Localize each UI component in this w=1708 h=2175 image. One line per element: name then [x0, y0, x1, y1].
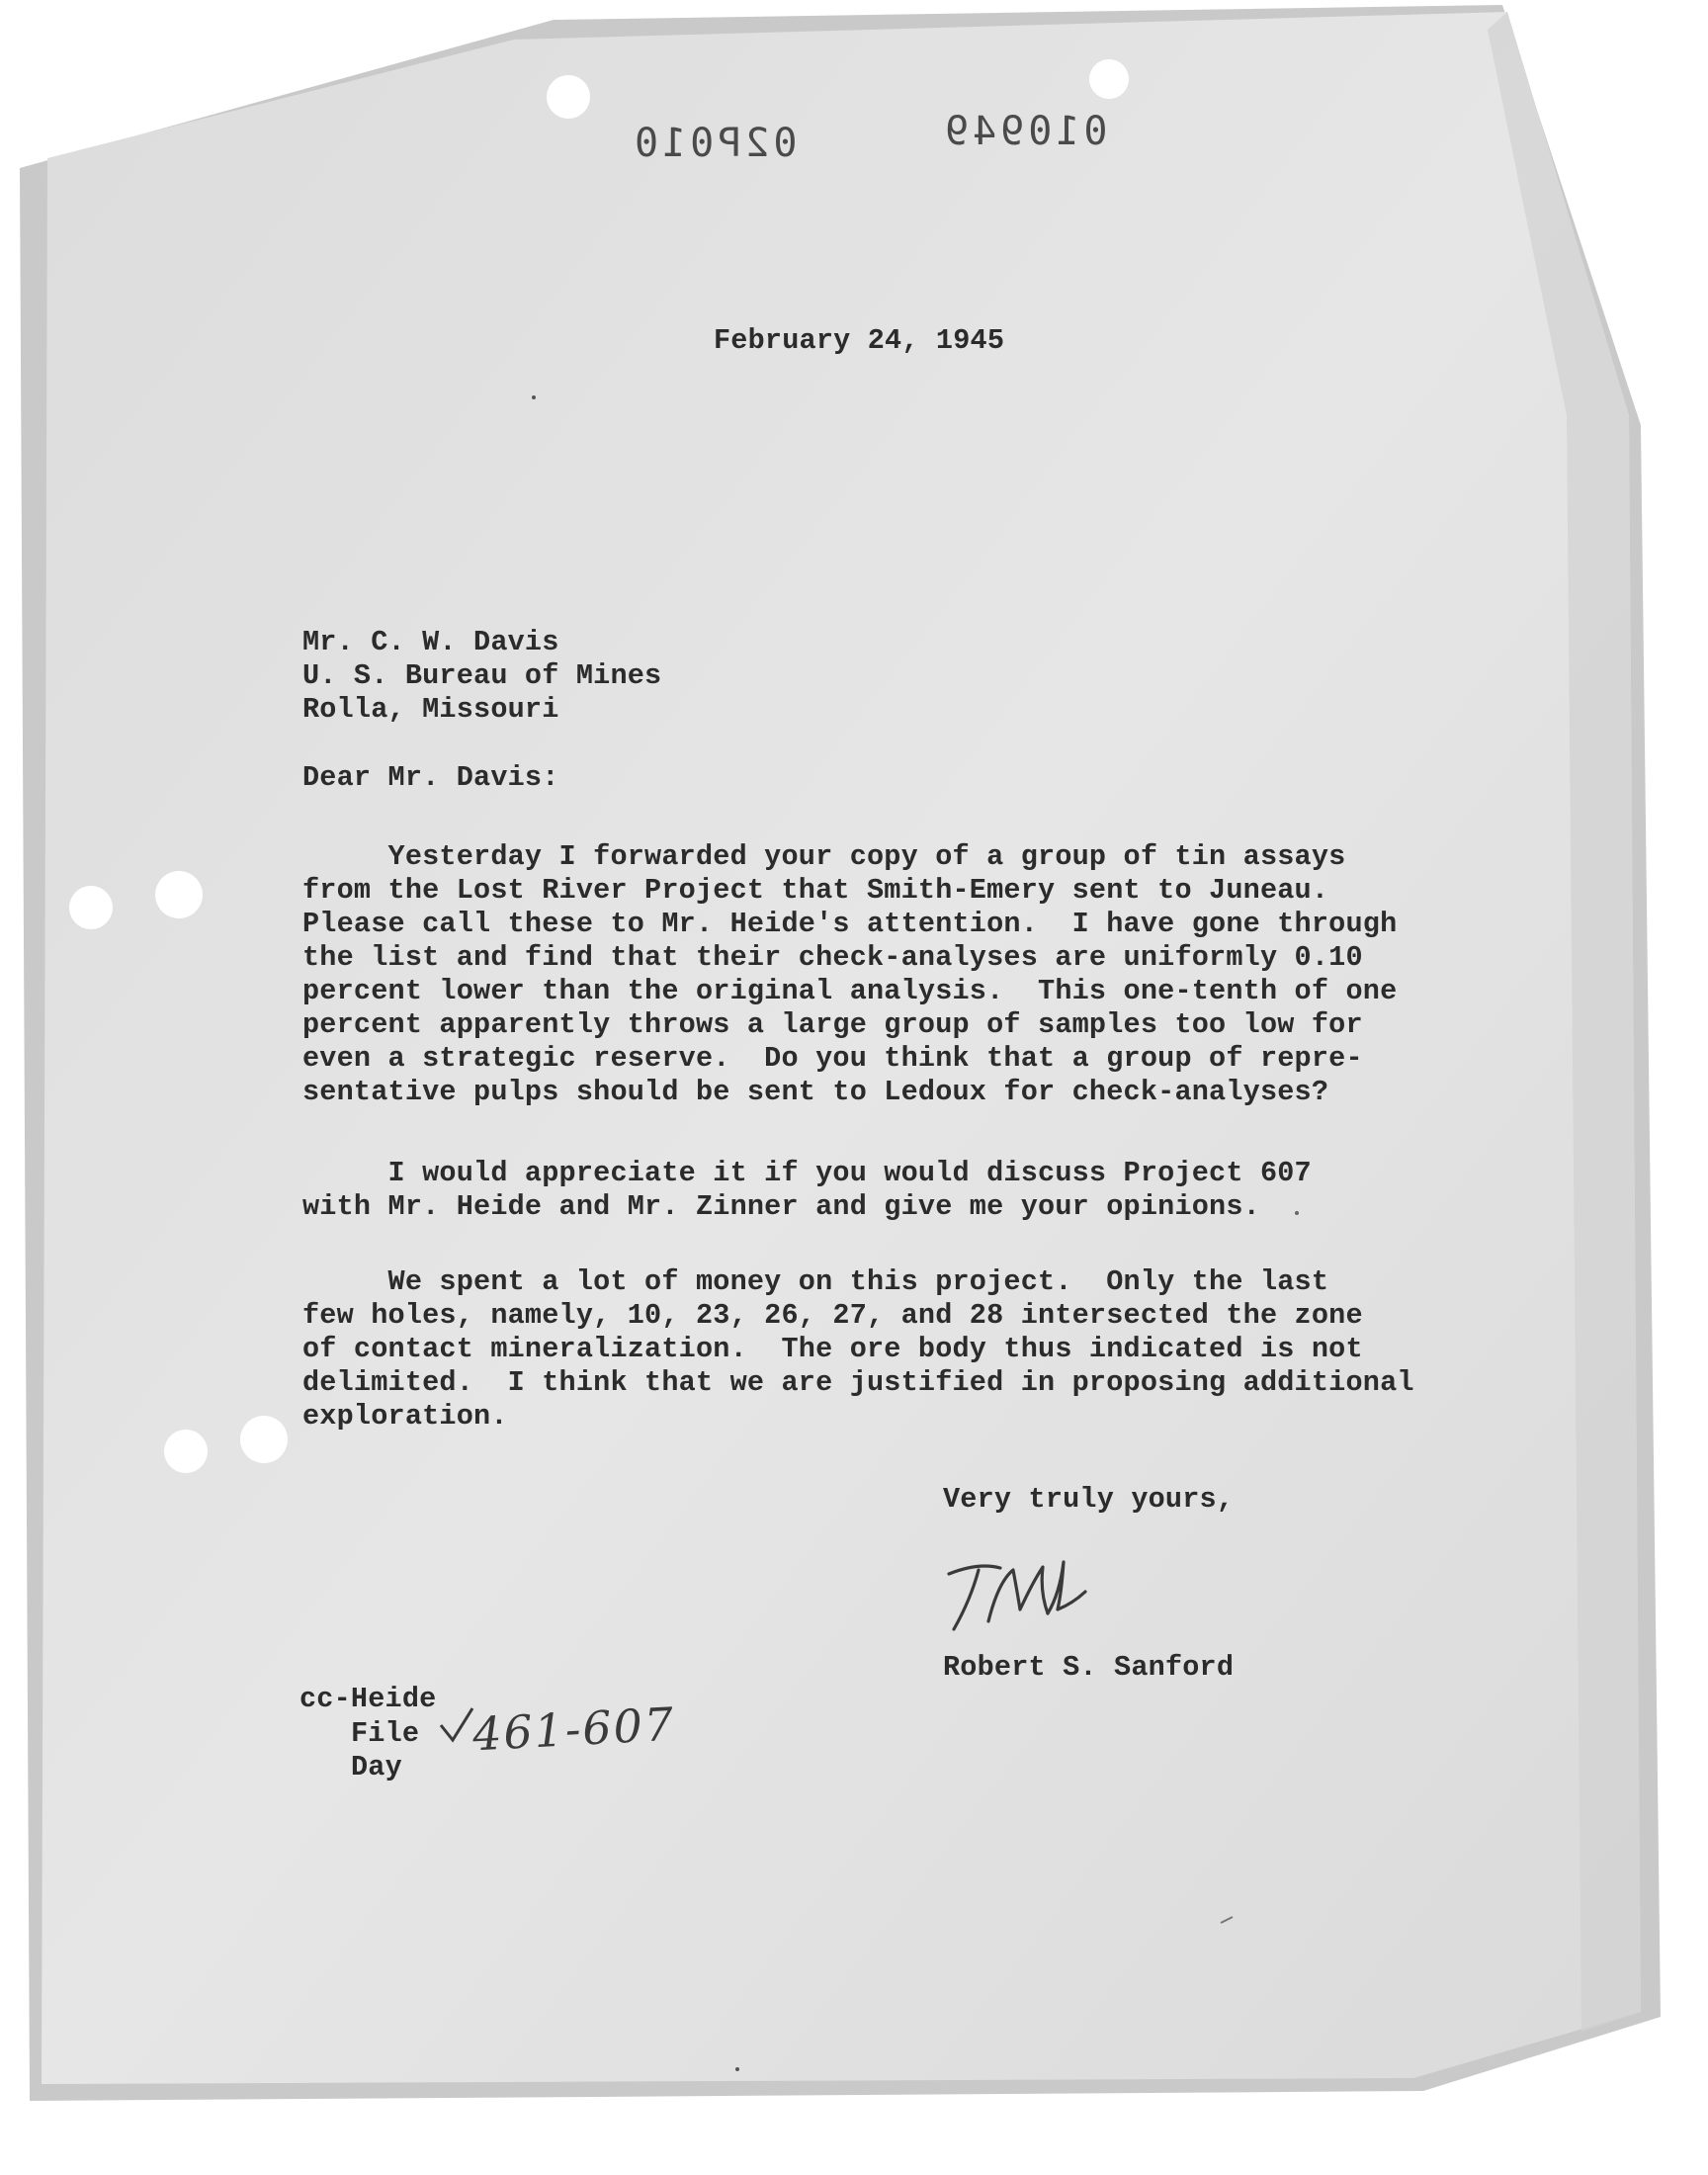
punch-hole	[155, 871, 203, 918]
body-line: delimited. I think that we are justified in proposing additional	[302, 1366, 1414, 1399]
cc-line: File	[351, 1717, 420, 1750]
body-paragraph-1	[302, 840, 1398, 1109]
body-line: exploration.	[302, 1400, 508, 1433]
complimentary-close: Very truly yours,	[943, 1483, 1235, 1516]
body-line: I would appreciate it if you would discuss Project 607	[302, 1157, 1312, 1189]
body-line: Please call these to Mr. Heide's attention. I have gone through	[302, 908, 1398, 940]
punch-hole	[240, 1416, 288, 1463]
letter-date: February 24, 1945	[714, 324, 1005, 357]
punch-hole	[69, 886, 113, 929]
body-line: sentative pulps should be sent to Ledoux for check-analyses?	[302, 1076, 1329, 1108]
stamp-number-right: 010949	[941, 109, 1108, 154]
handwritten-file-number: 461-607	[470, 1696, 677, 1762]
body-line: even a strategic reserve. Do you think that a group of repre-	[302, 1042, 1363, 1075]
body-paragraph-3	[302, 1265, 1414, 1434]
stamp-number-left: 02P010	[631, 121, 798, 166]
punch-hole	[164, 1430, 208, 1473]
body-line: from the Lost River Project that Smith-Emery sent to Juneau.	[302, 874, 1329, 907]
address-line: U. S. Bureau of Mines	[302, 659, 662, 692]
speck	[735, 2067, 739, 2071]
body-paragraph-2	[302, 1157, 1390, 1224]
body-line: few holes, namely, 10, 23, 26, 27, and 28 intersected the zone	[302, 1299, 1363, 1332]
cc-line: Day	[351, 1751, 402, 1784]
punch-hole	[1089, 59, 1129, 99]
body-line: with Mr. Heide and Mr. Zinner and give me your opinions.	[302, 1190, 1260, 1223]
body-line: the list and find that their check-analyses are uniformly 0.10	[302, 941, 1363, 974]
cc-line: cc-Heide	[299, 1683, 437, 1715]
body-line: Yesterday I forwarded your copy of a group of tin assays	[302, 840, 1346, 873]
body-line: of contact mineralization. The ore body thus indicated is not	[302, 1333, 1363, 1365]
speck	[532, 395, 536, 399]
address-line: Rolla, Missouri	[302, 693, 559, 726]
salutation: Dear Mr. Davis:	[302, 761, 559, 794]
punch-hole	[547, 75, 590, 119]
body-line: percent apparently throws a large group of samples too low for	[302, 1008, 1363, 1041]
address-line: Mr. C. W. Davis	[302, 626, 559, 658]
body-line: We spent a lot of money on this project. Only the last	[302, 1265, 1329, 1298]
signer-name: Robert S. Sanford	[943, 1651, 1235, 1684]
body-line: percent lower than the original analysis. This one-tenth of one	[302, 975, 1398, 1007]
